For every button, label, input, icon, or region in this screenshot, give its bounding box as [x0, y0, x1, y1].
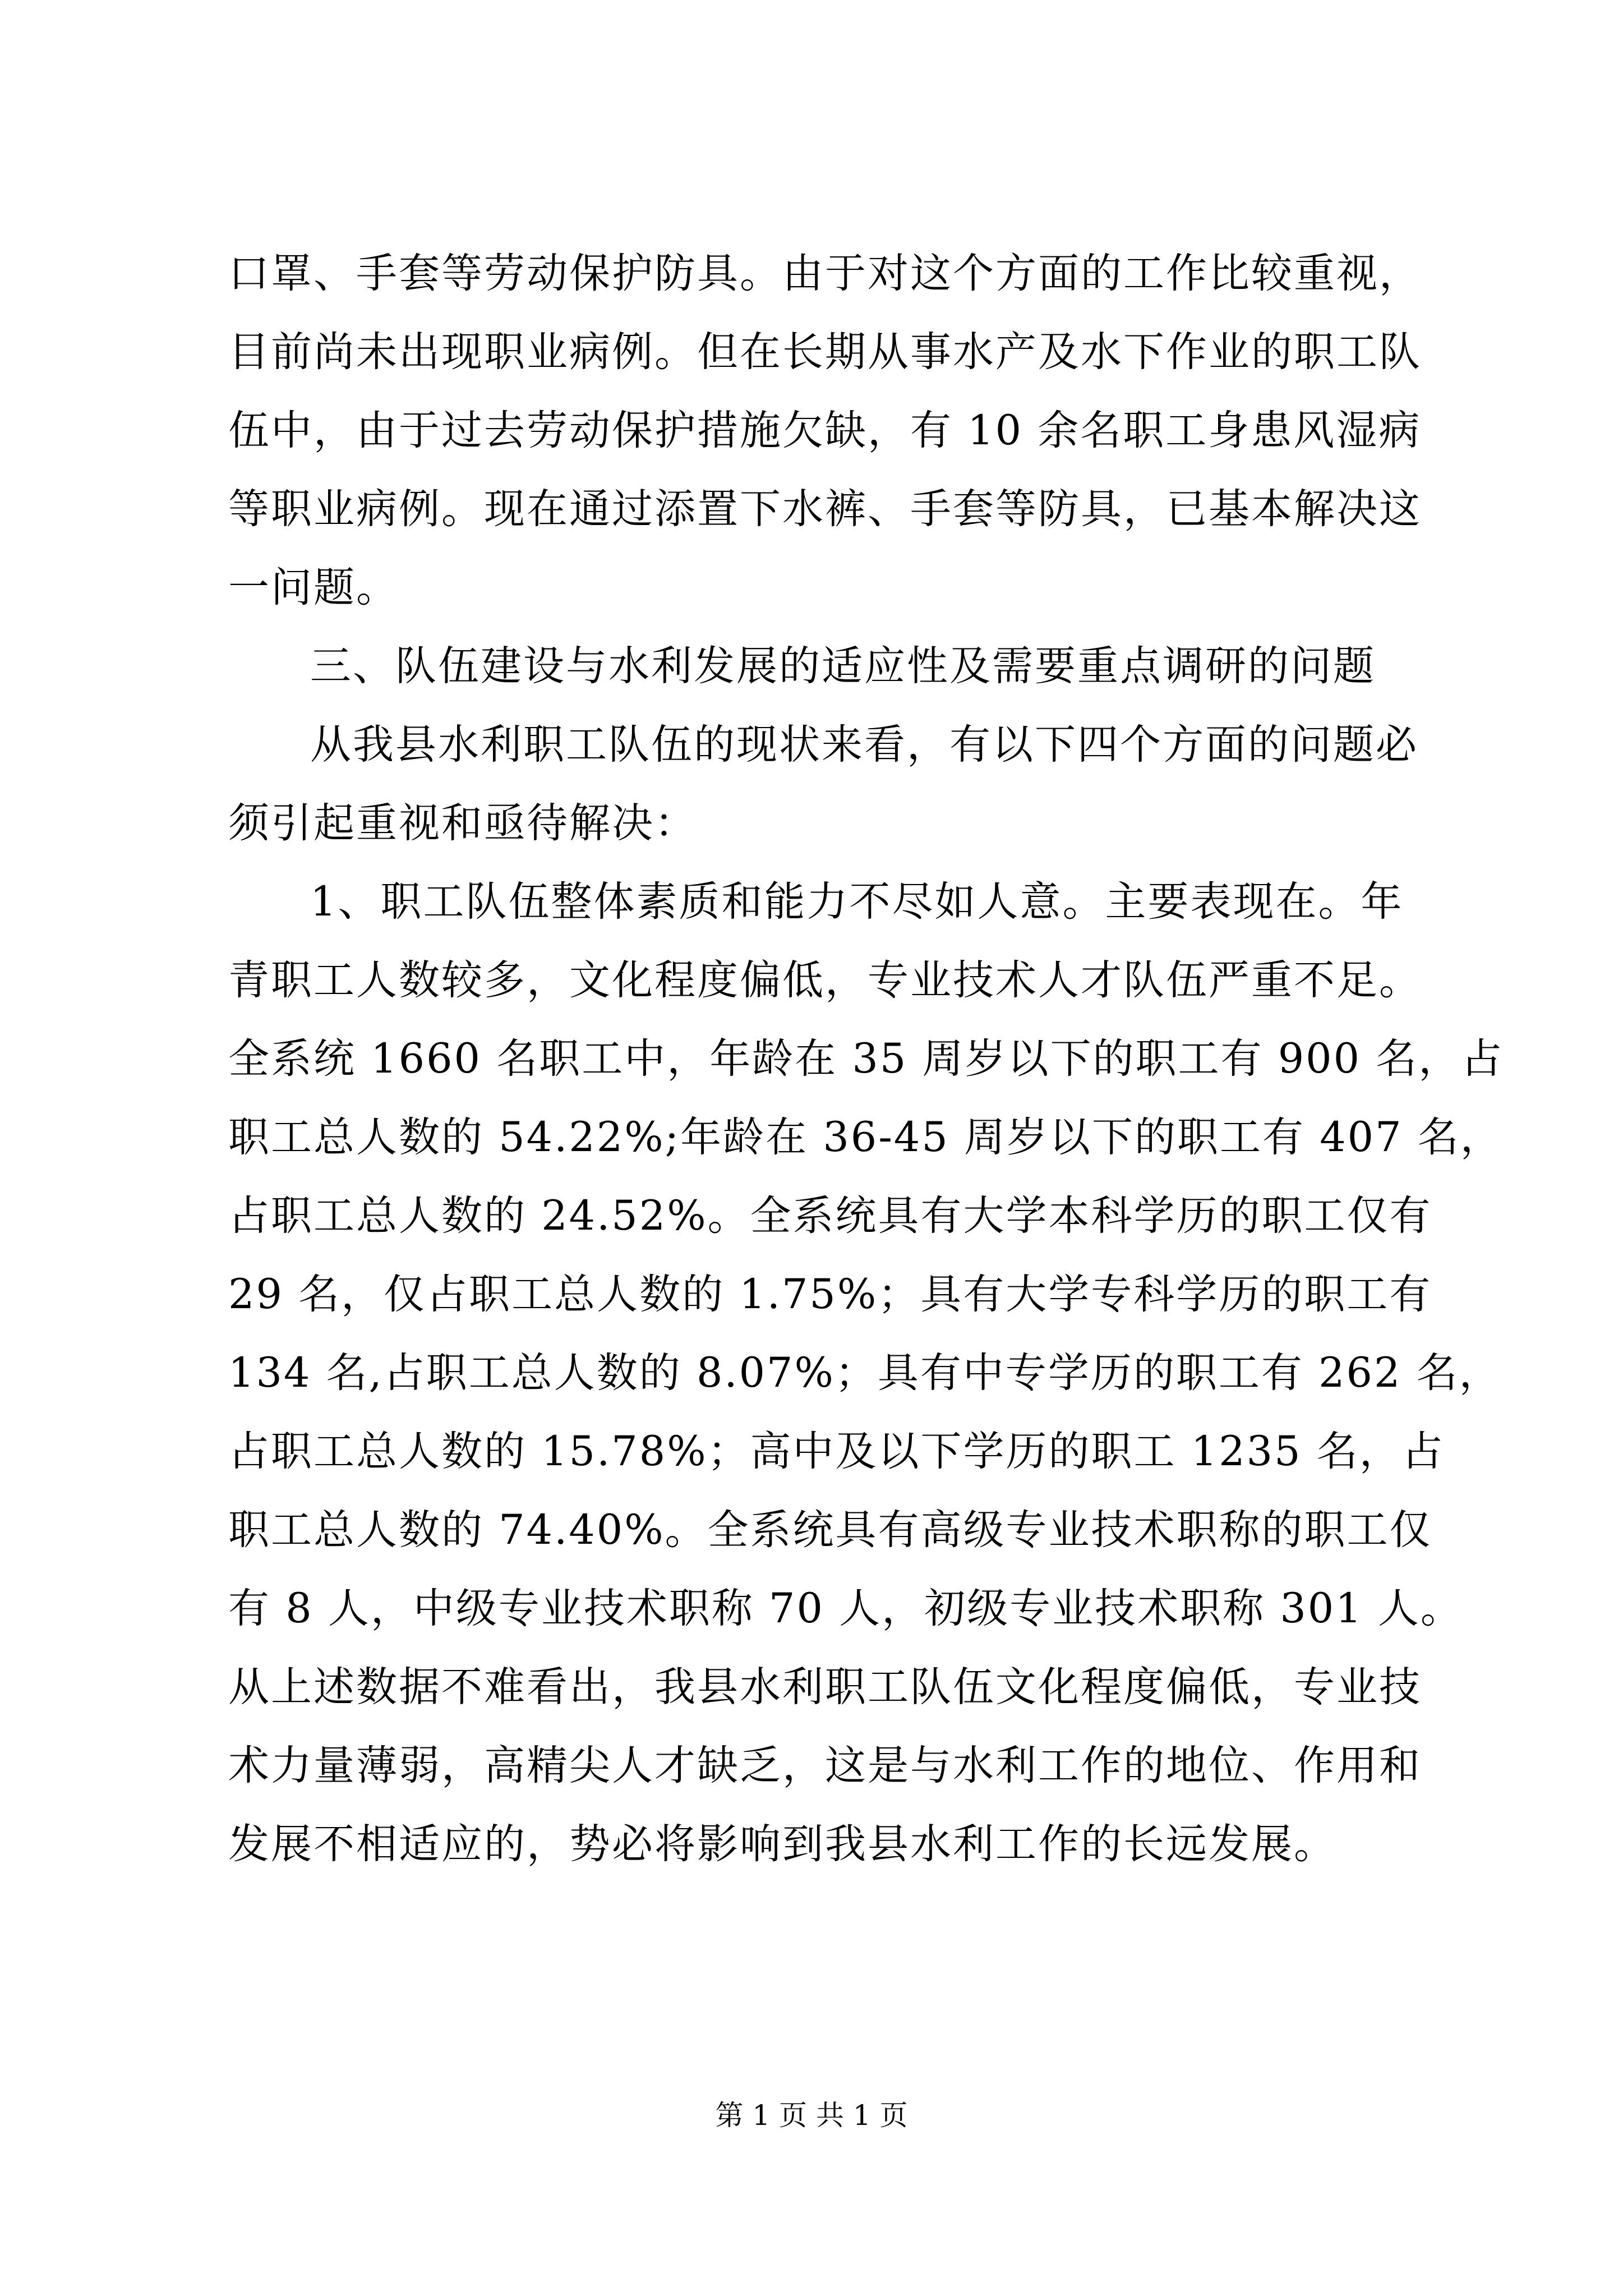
text-line: 全系统 1660 名职工中，年龄在 35 周岁以下的职工有 900 名，占: [228, 1035, 1504, 1083]
text-line: 等职业病例。现在通过添置下水裤、手套等防具，已基本解决这: [228, 485, 1422, 533]
text-line: 伍中，由于过去劳动保护措施欠缺，有 10 余名职工身患风湿病: [228, 407, 1422, 454]
text-line: 目前尚未出现职业病例。但在长期从事水产及水下作业的职工队: [228, 328, 1422, 376]
text-line: 发展不相适应的，势必将影响到我县水利工作的长远发展。: [228, 1820, 1336, 1868]
text-line: 青职工人数较多，文化程度偏低，专业技术人才队伍严重不足。: [228, 956, 1422, 1004]
text-line: 1、职工队伍整体素质和能力不尽如人意。主要表现在。年: [310, 878, 1404, 926]
text-line: 从我县水利职工队伍的现状来看，有以下四个方面的问题必: [310, 721, 1418, 769]
text-line: 须引起重视和亟待解决：: [228, 799, 697, 847]
text-line: 术力量薄弱，高精尖人才缺乏，这是与水利工作的地位、作用和: [228, 1742, 1422, 1789]
text-line: 有 8 人，中级专业技术职称 70 人，初级专业技术职称 301 人。: [228, 1585, 1463, 1632]
text-line: 一问题。: [228, 564, 399, 611]
section-heading: 三、队伍建设与水利发展的适应性及需要重点调研的问题: [310, 642, 1376, 690]
text-line: 职工总人数的 54.22%;年龄在 36-45 周岁以下的职工有 407 名，: [228, 1114, 1503, 1161]
page-number-footer: 第 1 页 共 1 页: [715, 2099, 908, 2132]
text-line: 占职工总人数的 24.52%。全系统具有大学本科学历的职工仅有: [228, 1192, 1432, 1240]
text-line: 从上述数据不难看出，我县水利职工队伍文化程度偏低，专业技: [228, 1663, 1422, 1711]
text-line: 占职工总人数的 15.78%；高中及以下学历的职工 1235 名，占: [228, 1428, 1445, 1475]
text-line: 职工总人数的 74.40%。全系统具有高级专业技术职称的职工仅: [228, 1506, 1432, 1554]
text-line: 29 名，仅占职工总人数的 1.75%；具有大学专科学历的职工有: [228, 1271, 1432, 1318]
body-text: [228, 234, 1504, 1884]
text-line: 134 名,占职工总人数的 8.07%；具有中专学历的职工有 262 名，: [228, 1349, 1502, 1397]
text-line: 口罩、手套等劳动保护防具。由于对这个方面的工作比较重视，: [228, 250, 1422, 297]
